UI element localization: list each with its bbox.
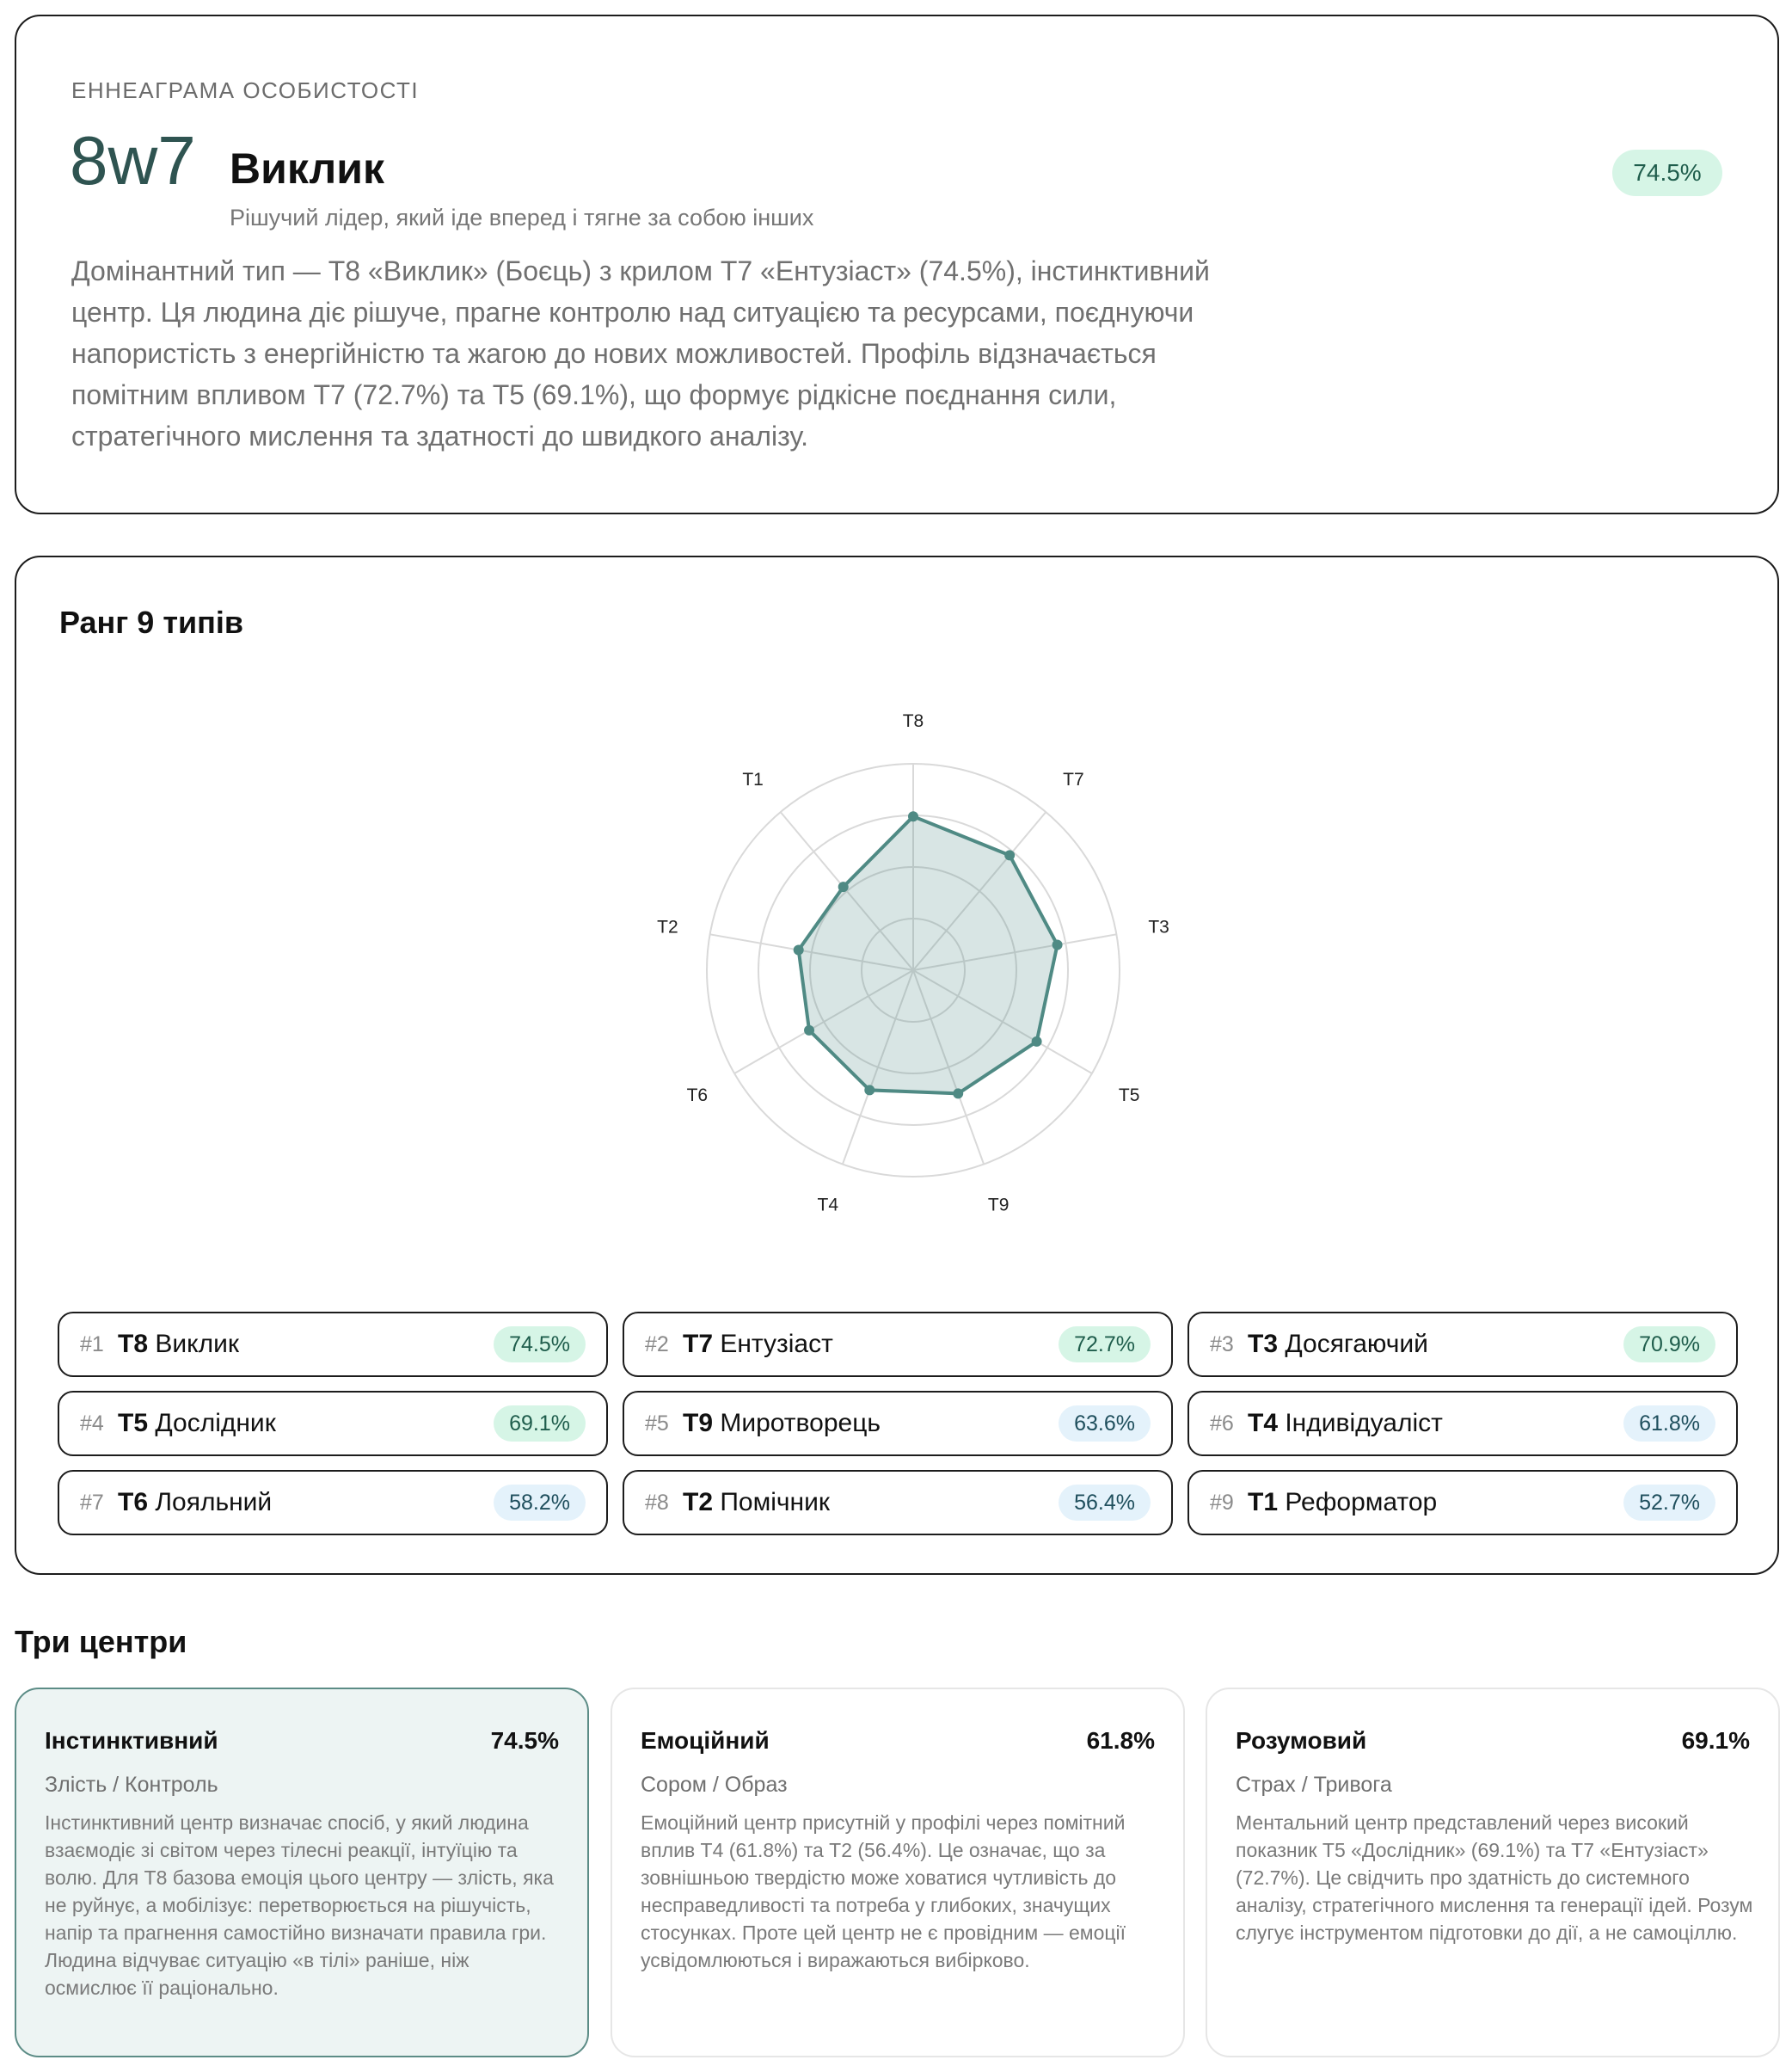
- center-description: Ментальний центр представлений через високий показник T5 «Дослідник» (69.1%) та T7 «Ентузіаст» (72.7%). Це свідчить про здатність до системного аналізу, стратегічного мислення та генерації ідей. Розум слугує інструментом підготовки до дії, а не самоціллю.: [1236, 1811, 1753, 1944]
- rank-type-label: Досягаючий: [1278, 1330, 1428, 1358]
- rank-number: #2: [645, 1331, 669, 1356]
- rank-number: #8: [645, 1490, 669, 1515]
- rank-item[interactable]: [58, 1470, 608, 1535]
- rank-type-name: [1248, 1488, 1437, 1517]
- center-description: Інстинктивний центр визначає спосіб, у який людина взаємодіє зі світом через тілесні реакції, інтуїцію та волю. Для T8 базова емоція цього центру — злість, яка не руйнує, а мобілізує: перетворюється на рішучість, напір та прагнення самостійно визначати правила гри. Людина відчуває ситуацію «в тілі» раніше, ніж осмислює її раціонально.: [45, 1811, 554, 1999]
- radar-point: [953, 1088, 963, 1098]
- type-tagline: Рішучий лідер, який іде вперед і тягне за собою інших: [230, 205, 814, 231]
- rank-item[interactable]: [1188, 1312, 1738, 1377]
- rank-score-badge: 63.6%: [1059, 1405, 1151, 1442]
- center-card[interactable]: [611, 1688, 1185, 2057]
- rank-score-badge: 70.9%: [1623, 1326, 1715, 1362]
- radar-axis-label: T7: [1063, 769, 1084, 790]
- center-name: Емоційний: [641, 1727, 770, 1754]
- rank-type-label: Ентузіаст: [713, 1330, 833, 1358]
- rank-item[interactable]: [1188, 1391, 1738, 1456]
- center-name: Розумовий: [1236, 1727, 1367, 1754]
- rank-type-label: Реформатор: [1278, 1488, 1438, 1516]
- rank-type-code: T5: [118, 1409, 149, 1437]
- rank-type-label: Помічник: [713, 1488, 830, 1516]
- center-subtitle: Сором / Образ: [641, 1773, 788, 1797]
- radar-point: [864, 1085, 875, 1095]
- rank-type-code: T3: [1248, 1330, 1279, 1358]
- radar-point: [838, 882, 849, 892]
- radar-axis-label: T9: [987, 1195, 1010, 1215]
- center-card[interactable]: [1206, 1688, 1780, 2057]
- center-name: Інстинктивний: [45, 1727, 218, 1754]
- ranking-card: [15, 556, 1779, 1575]
- radar-point: [794, 944, 804, 955]
- rank-score-badge: 58.2%: [494, 1485, 586, 1521]
- score-badge: 74.5%: [1612, 150, 1722, 196]
- rank-score-badge: 56.4%: [1059, 1485, 1151, 1521]
- rank-type-code: T8: [118, 1330, 149, 1358]
- rank-type-label: Дослідник: [148, 1409, 276, 1437]
- rank-type-code: T6: [118, 1488, 149, 1516]
- rank-type-name: [118, 1409, 276, 1438]
- rank-number: #3: [1210, 1331, 1234, 1356]
- rank-type-code: T2: [683, 1488, 714, 1516]
- center-score: 74.5%: [490, 1727, 559, 1754]
- radar-point: [804, 1025, 814, 1036]
- rank-type-name: [683, 1488, 830, 1517]
- ranking-title: Ранг 9 типів: [59, 605, 243, 640]
- section-eyebrow: ЕННЕАГРАМА ОСОБИСТОСТІ: [71, 77, 420, 103]
- rank-item[interactable]: [623, 1470, 1173, 1535]
- radar-series-area: [799, 816, 1058, 1093]
- rank-number: #1: [80, 1331, 104, 1356]
- rank-type-label: Лояльний: [148, 1488, 273, 1516]
- radar-chart: [604, 691, 1223, 1224]
- rank-score-badge: 74.5%: [494, 1326, 586, 1362]
- rank-number: #4: [80, 1411, 104, 1436]
- rank-score-badge: 69.1%: [494, 1405, 586, 1442]
- rank-number: #6: [1210, 1411, 1234, 1436]
- rank-item[interactable]: [623, 1312, 1173, 1377]
- center-subtitle: Злість / Контроль: [45, 1773, 218, 1797]
- radar-axis-label: T1: [742, 769, 764, 790]
- center-score: 61.8%: [1086, 1727, 1155, 1754]
- rank-type-name: [683, 1330, 833, 1359]
- radar-point: [1004, 850, 1015, 860]
- radar-axis-label: T3: [1148, 917, 1169, 938]
- rank-type-label: Виклик: [148, 1330, 239, 1358]
- rank-type-name: [1248, 1330, 1428, 1359]
- rank-item[interactable]: [623, 1391, 1173, 1456]
- radar-axis-label: T4: [817, 1195, 839, 1215]
- rank-item[interactable]: [58, 1391, 608, 1456]
- rank-type-code: T4: [1248, 1409, 1279, 1437]
- radar-axis-label: T6: [686, 1085, 709, 1105]
- rank-type-name: [683, 1409, 881, 1438]
- center-subtitle: Страх / Тривога: [1236, 1773, 1392, 1797]
- rank-score-badge: 52.7%: [1623, 1485, 1715, 1521]
- radar-point: [908, 811, 918, 821]
- radar-axis-label: T5: [1118, 1085, 1140, 1105]
- rank-score-badge: 72.7%: [1059, 1326, 1151, 1362]
- rank-number: #5: [645, 1411, 669, 1436]
- radar-point: [1032, 1036, 1042, 1047]
- radar-axis-label: T2: [657, 917, 678, 938]
- rank-type-code: T7: [683, 1330, 714, 1358]
- rank-number: #7: [80, 1490, 104, 1515]
- rank-type-code: T1: [1248, 1488, 1279, 1516]
- rank-item[interactable]: [58, 1312, 608, 1377]
- centers-title: Три центри: [15, 1624, 187, 1659]
- rank-type-label: Миротворець: [713, 1409, 881, 1437]
- profile-summary-text: Домінантний тип — T8 «Виклик» (Боєць) з крилом T7 «Ентузіаст» (74.5%), інстинктивний центр. Ця людина діє рішуче, прагне контролю над ситуацією та ресурсами, поєднуючи напористість з енергійністю та жагою до нових можливостей. Профіль відзначається помітним впливом T7 (72.7%) та T5 (69.1%), що формує рідкісне поєднання сили, стратегічного мислення та здатності до швидкого аналізу.: [71, 255, 1210, 452]
- center-description: Емоційний центр присутній у профілі через помітний вплив T4 (61.8%) та T2 (56.4%). Це означає, що за зовнішньою твердістю може ховатися чутливість до несправедливості та потреба у глибоких, значущих стосунках. Проте цей центр не є провідним — емоції усвідомлюються і виражаються вибірково.: [641, 1811, 1126, 1971]
- radar-point: [1052, 939, 1063, 950]
- rank-number: #9: [1210, 1490, 1234, 1515]
- rank-item[interactable]: [1188, 1470, 1738, 1535]
- type-code: 8w7: [70, 122, 196, 199]
- rank-type-name: [118, 1330, 239, 1359]
- center-score: 69.1%: [1681, 1727, 1750, 1754]
- rank-type-label: Індивідуаліст: [1278, 1409, 1443, 1437]
- rank-type-code: T9: [683, 1409, 714, 1437]
- rank-score-badge: 61.8%: [1623, 1405, 1715, 1442]
- radar-axis-label: T8: [902, 711, 924, 731]
- profile-summary-card: [15, 15, 1779, 514]
- center-card[interactable]: [15, 1688, 589, 2057]
- rank-type-name: [118, 1488, 272, 1517]
- rank-type-name: [1248, 1409, 1443, 1438]
- type-name: Виклик: [230, 144, 385, 193]
